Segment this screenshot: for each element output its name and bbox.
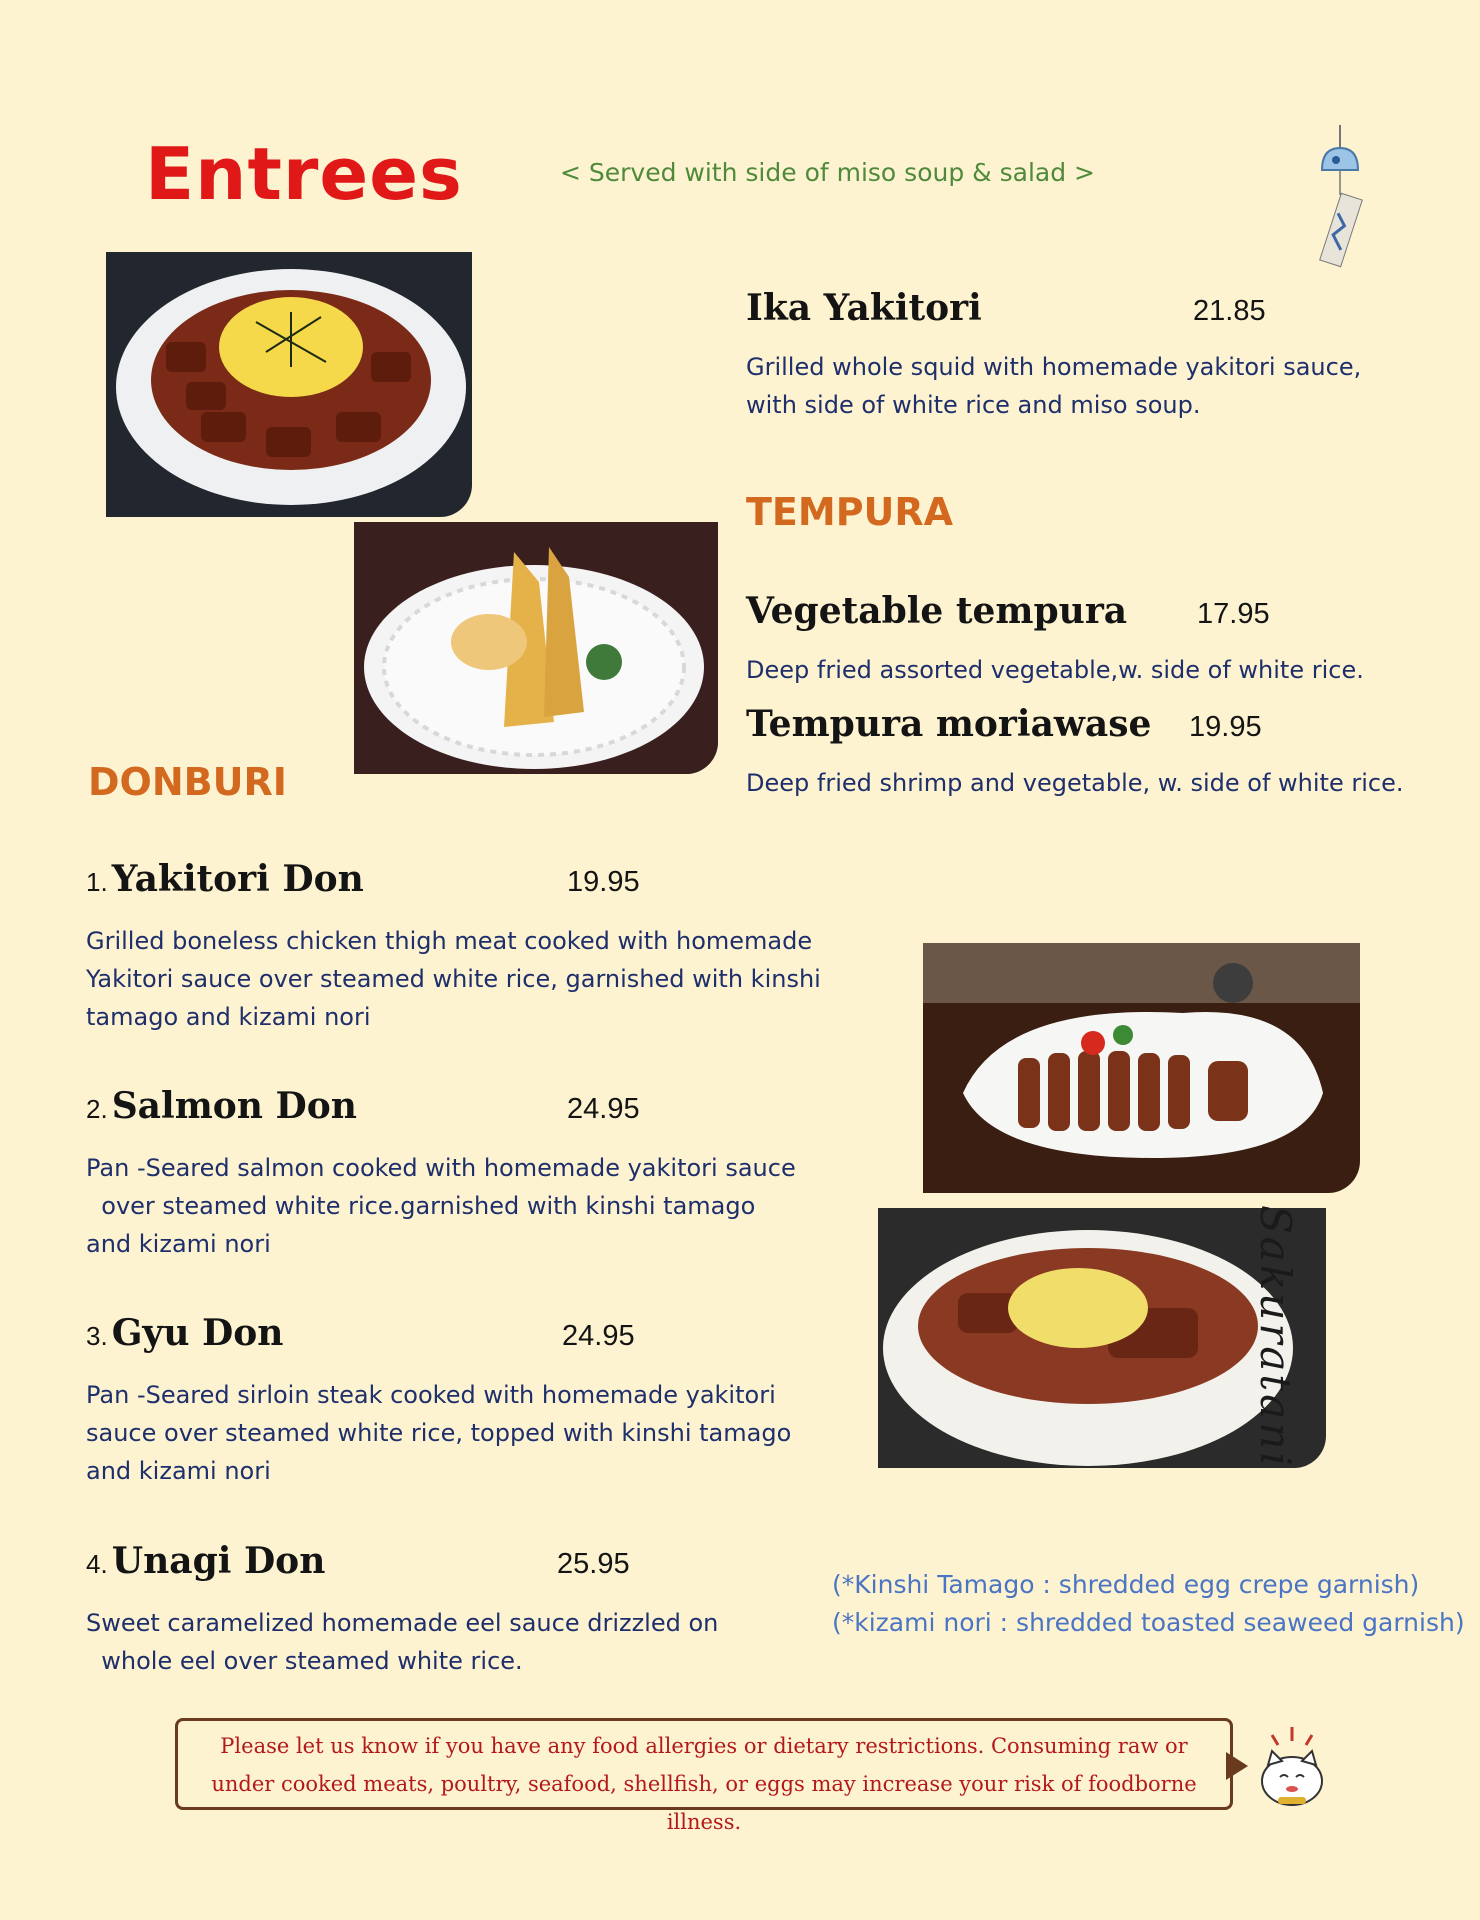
ika-yakitori-name: Ika Yakitori [746, 287, 982, 329]
tempura-moriawase-desc: Deep fried shrimp and vegetable, w. side of white rice. [746, 769, 1404, 797]
unagi-don-price: 25.95 [557, 1548, 630, 1580]
allergy-disclaimer [175, 1718, 1233, 1834]
item-name: Salmon Don [111, 1085, 357, 1127]
gyu-don-name [86, 1312, 283, 1354]
salmon-don-desc: Pan -Seared salmon cooked with homemade yakitori sauce over steamed white rice.garnished with kinshi tamago and kizami nori [86, 1154, 796, 1258]
ika-yakitori-desc: Grilled whole squid with homemade yakitori sauce, with side of white rice and miso soup. [746, 353, 1362, 419]
brand-signature: Sakuratani [1251, 1205, 1300, 1469]
page-subtitle: < Served with side of miso soup & salad > [560, 158, 1095, 187]
tempura-photo [354, 522, 718, 774]
tempura-heading: TEMPURA [746, 490, 954, 534]
page-title: Entrees [145, 132, 463, 216]
salmon-don-name [86, 1085, 357, 1127]
unagi-don-desc: Sweet caramelized homemade eel sauce drizzled on whole eel over steamed white rice. [86, 1609, 719, 1675]
yakitori-don-desc: Grilled boneless chicken thigh meat cooked with homemade Yakitori sauce over steamed white rice, garnished with kinshi tamago and kizami nori [86, 927, 821, 1031]
unagi-don-name [86, 1540, 325, 1582]
lucky-cat-icon [1252, 1725, 1332, 1810]
vegetable-tempura-name: Vegetable tempura [746, 590, 1128, 632]
kinshi-tamago-note: (*Kinshi Tamago : shredded egg crepe garnish) [832, 1570, 1420, 1599]
tempura-moriawase-price: 19.95 [1189, 711, 1262, 743]
yakitori-don-name [86, 858, 364, 900]
disclaimer-line-2: under cooked meats, poultry, seafood, shellfish, or eggs may increase your risk of foodborne illness. [211, 1772, 1197, 1834]
donburi-heading: DONBURI [88, 760, 287, 804]
vegetable-tempura-price: 17.95 [1197, 598, 1270, 630]
disclaimer-line-1: Please let us know if you have any food allergies or dietary restrictions. Consuming raw or [220, 1734, 1188, 1758]
tempura-moriawase-name: Tempura moriawase [746, 703, 1152, 745]
speech-bubble-tail [1226, 1752, 1248, 1780]
wind-chime-icon [1300, 120, 1370, 285]
item-name: Yakitori Don [111, 858, 364, 900]
gyu-don-desc: Pan -Seared sirloin steak cooked with homemade yakitori sauce over steamed white rice, topped with kinshi tamago and kizami nori [86, 1381, 792, 1485]
item-name: Gyu Don [111, 1312, 284, 1354]
item-number: 2. [86, 1094, 108, 1124]
salmon-don-price: 24.95 [567, 1093, 640, 1125]
item-number: 1. [86, 867, 108, 897]
item-name: Unagi Don [111, 1540, 326, 1582]
yakitori-don-price: 19.95 [567, 866, 640, 898]
unagi-photo [106, 252, 472, 517]
gyu-don-price: 24.95 [562, 1320, 635, 1352]
squid-photo [923, 943, 1360, 1193]
item-number: 3. [86, 1321, 108, 1351]
item-number: 4. [86, 1549, 108, 1579]
kizami-nori-note: (*kizami nori : shredded toasted seaweed garnish) [832, 1608, 1465, 1637]
vegetable-tempura-desc: Deep fried assorted vegetable,w. side of white rice. [746, 656, 1364, 684]
ika-yakitori-price: 21.85 [1193, 295, 1266, 327]
